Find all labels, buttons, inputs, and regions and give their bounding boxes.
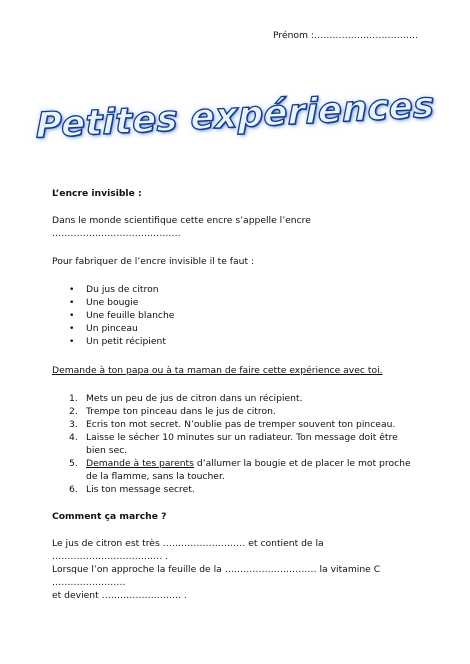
step-text: Ecris ton mot secret. N’oublie pas de tremper souvent ton pinceau.	[86, 419, 396, 430]
parent-instruction: Demande à ton papa ou à ta maman de faire cette expérience avec toi.	[52, 365, 383, 376]
list-item: • Un petit récipient	[69, 335, 417, 348]
step-text: Lis ton message secret.	[86, 484, 195, 495]
materials-intro: Pour fabriquer de l’encre invisible il te faut :	[52, 256, 255, 267]
step-number: 1.	[69, 393, 78, 404]
step-text	[86, 457, 417, 483]
step-number: 5.	[69, 458, 78, 469]
step-text: Laisse le sécher 10 minutes sur un radiateur. Ton message doit être bien sec.	[86, 432, 398, 456]
list-item: • Une feuille blanche	[69, 309, 417, 322]
list-item	[69, 392, 417, 405]
step-text-rest: d’allumer la bougie et de placer le mot proche de la flamme, sans la toucher.	[86, 458, 411, 482]
list-item: • Du jus de citron	[69, 283, 417, 296]
name-field-label: Prénom :…………………………….	[273, 30, 418, 41]
explanation-line: Le jus de citron est très ……………………… et contient de la ……………………………… .	[52, 538, 324, 562]
step-text: Mets un peu de jus de citron dans un récipient.	[86, 393, 303, 404]
step-text: Trempe ton pinceau dans le jus de citron.	[86, 406, 276, 417]
step-emphasis: Demande à tes parents	[86, 458, 194, 469]
section-heading-how-it-works: Comment ça marche ?	[52, 511, 167, 522]
worksheet-content	[52, 188, 417, 602]
explanation-line: et devient …………………….. .	[52, 590, 187, 601]
steps-list	[52, 392, 417, 496]
list-item	[69, 405, 417, 418]
step-number: 4.	[69, 432, 78, 443]
list-item	[69, 457, 417, 483]
step-number: 6.	[69, 484, 78, 495]
list-item	[69, 418, 417, 431]
list-item: • Un pinceau	[69, 322, 417, 335]
step-number: 2.	[69, 406, 78, 417]
explanation-line: Lorsque l’on approche la feuille de la ………………………… la vitamine C ……………………	[52, 564, 381, 588]
explanation-paragraph	[52, 537, 417, 602]
list-item	[69, 483, 417, 496]
section-heading-invisible-ink: L’encre invisible :	[52, 188, 142, 199]
title-banner	[0, 85, 470, 147]
step-number: 3.	[69, 419, 78, 430]
intro-sentence: Dans le monde scientifique cette encre s’appelle l’encre ……………………………………	[52, 215, 311, 239]
list-item	[69, 431, 417, 457]
page-title: Petites expériences	[35, 85, 435, 147]
materials-list	[52, 283, 417, 348]
list-item: • Une bougie	[69, 296, 417, 309]
